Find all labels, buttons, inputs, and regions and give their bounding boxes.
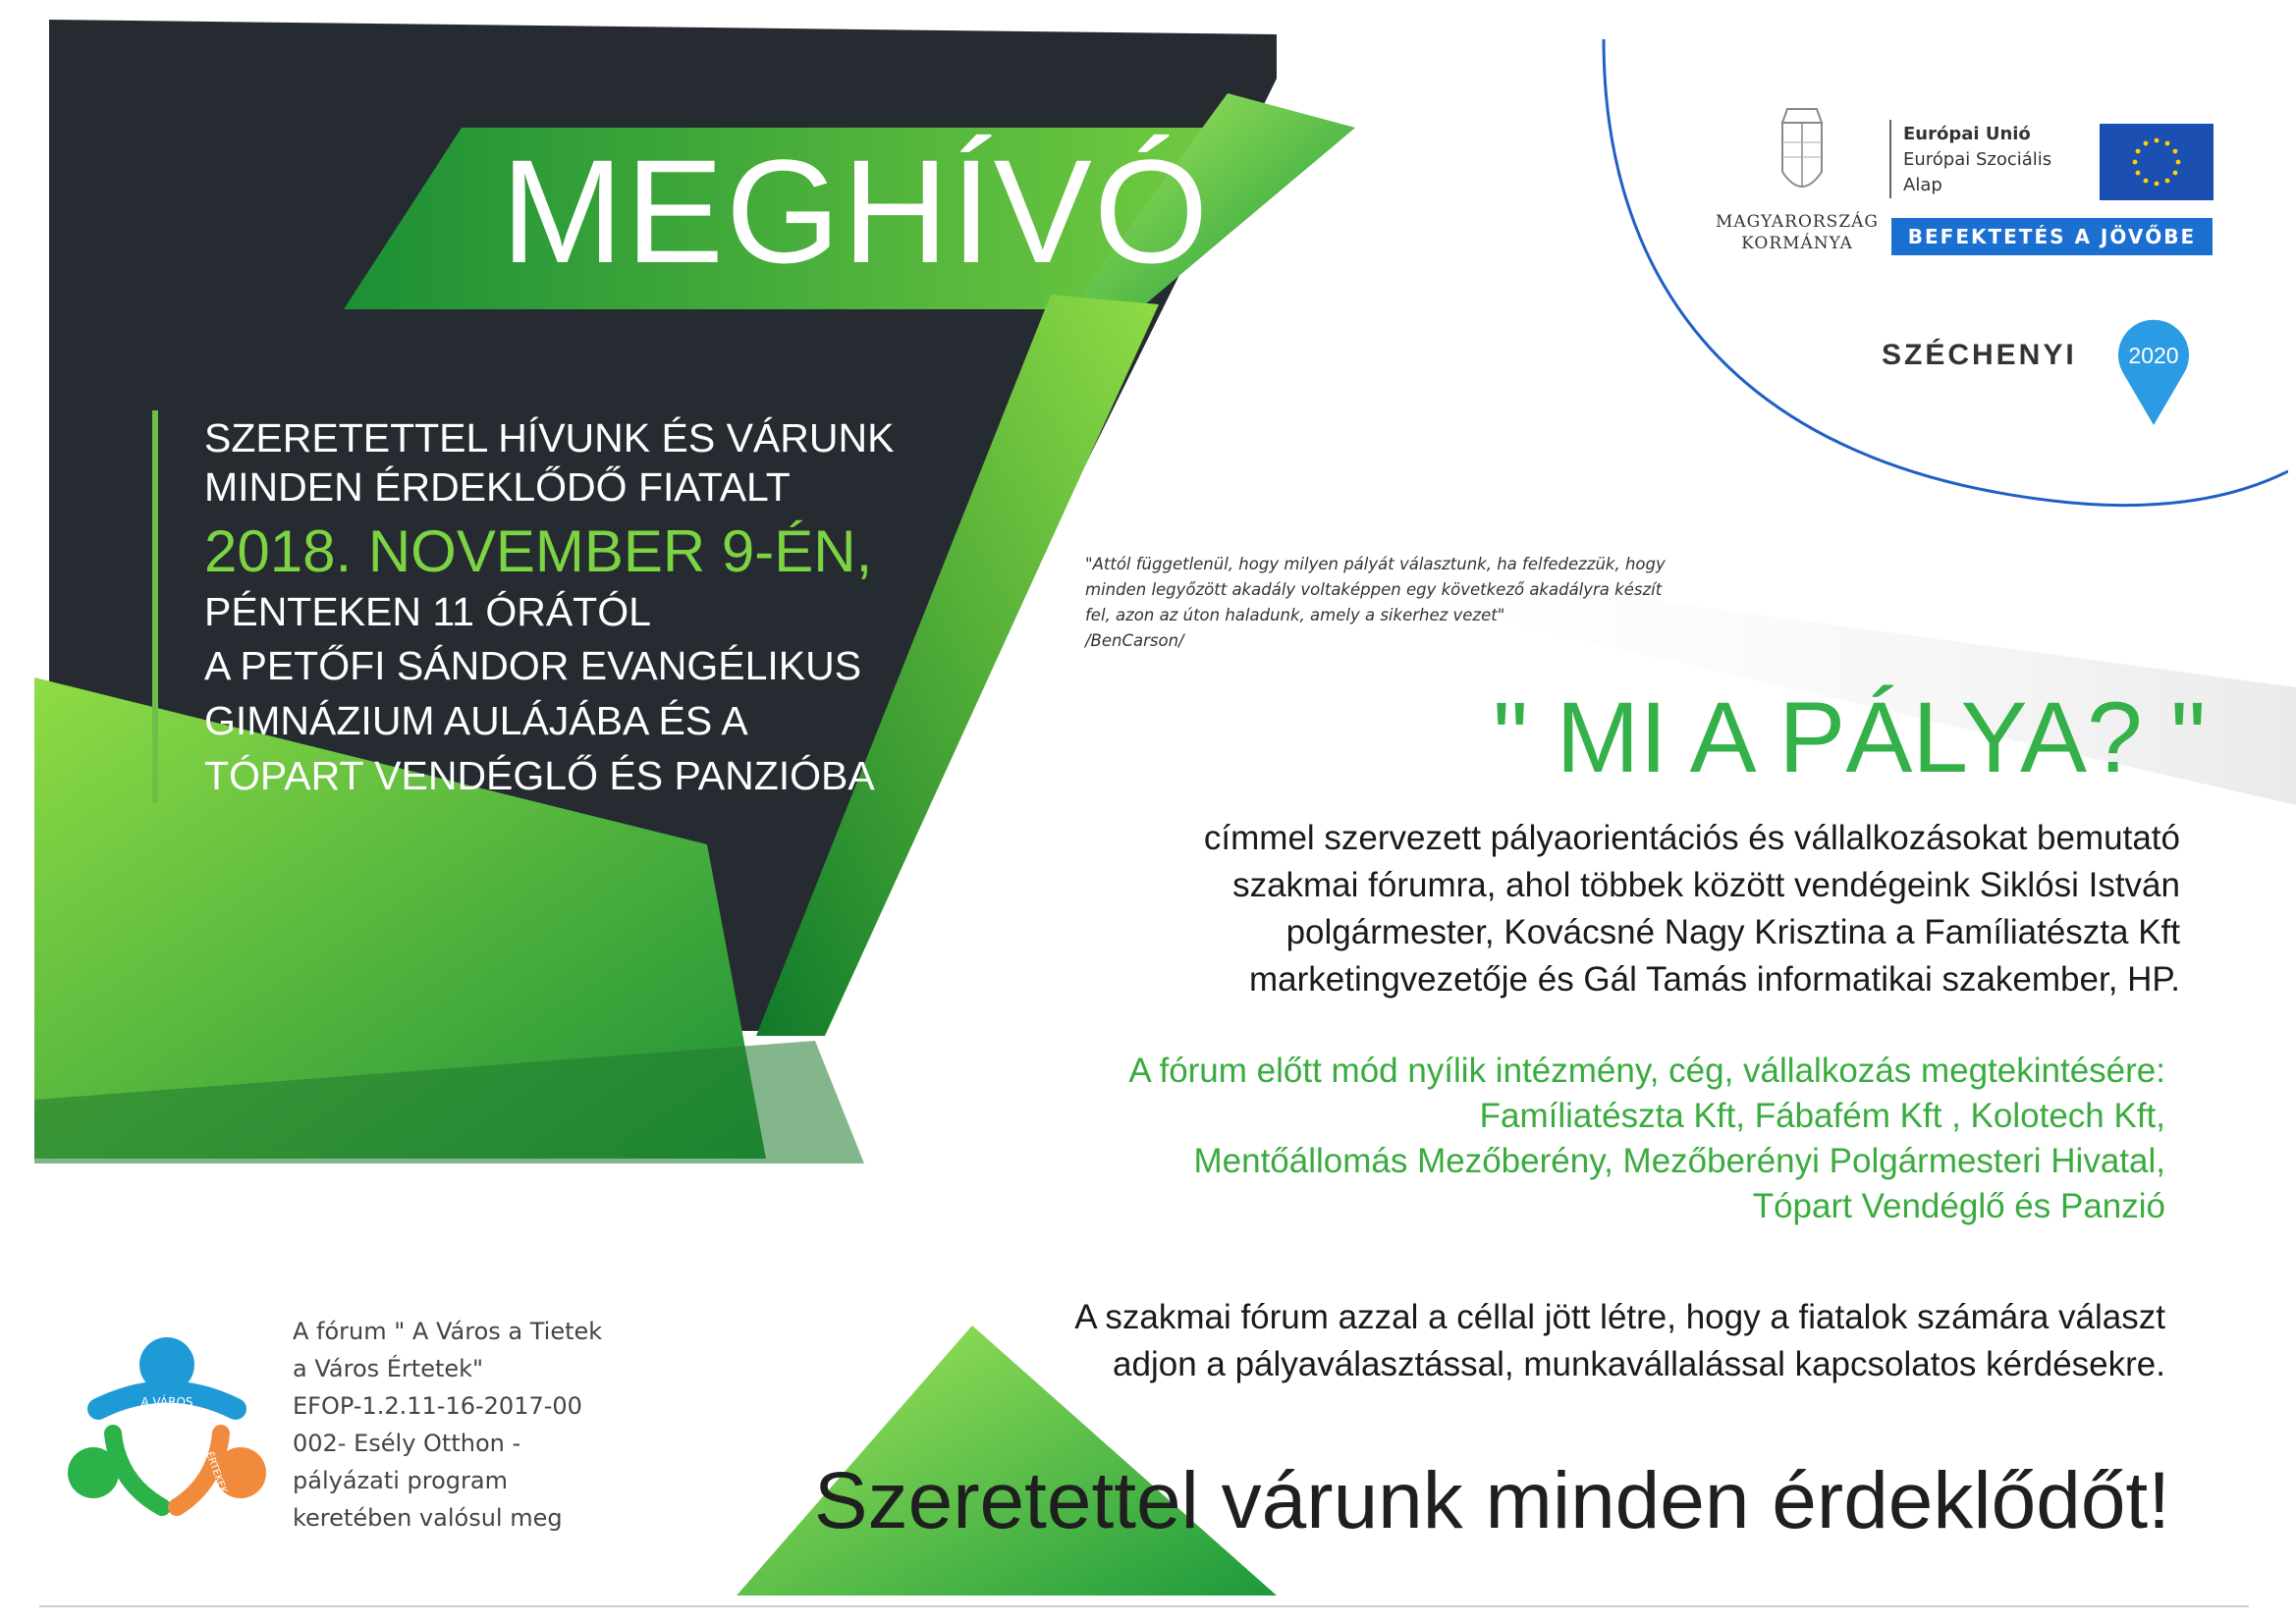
forum-note-line-3: EFOP-1.2.11-16-2017-00 (293, 1392, 582, 1420)
page-title: MEGHÍVÓ (501, 129, 1211, 294)
eu-label (1903, 122, 2051, 198)
paragraph-3 (943, 1294, 2165, 1388)
quote-line-3: fel, azon az úton haladunk, amely a sikerhez vezet" (1085, 606, 1505, 624)
city-logo-icon (59, 1335, 285, 1532)
government-line-2: KORMÁNYA (1741, 234, 1853, 253)
invitation-date: 2018. NOVEMBER 9-ÉN, (204, 518, 873, 584)
government-label (1704, 211, 1890, 254)
paragraph-2-line-1: A fórum előtt mód nyílik intézmény, cég, vállalkozás megtekintésére: (1128, 1052, 2165, 1090)
quote-author: /BenCarson/ (1085, 631, 1184, 650)
paragraph-1-line-1: címmel szervezett pályaorientációs és vállalkozásokat bemutató (1203, 819, 2180, 857)
forum-note-line-4: 002- Esély Otthon - (293, 1430, 521, 1457)
invitation-line-5: GIMNÁZIUM AULÁJÁBA ÉS A (204, 698, 748, 743)
city-logo-text-side: ÉRTEKEK (203, 1450, 229, 1495)
paragraph-1 (1031, 815, 2180, 1003)
invitation-line-4: A PETŐFI SÁNDOR EVANGÉLIKUS (204, 643, 862, 688)
paragraph-1-line-4: marketingvezetője és Gál Tamás informatikai szakember, HP. (1248, 960, 2180, 999)
paragraph-2-line-2: Famíliatészta Kft, Fábafém Kft , Kolotech Kft, (1479, 1097, 2165, 1135)
paragraph-1-line-2: szakmai fórumra, ahol többek között vendégeink Siklósi István (1232, 866, 2180, 904)
closing-line: Szeretettel várunk minden érdeklődőt! (813, 1456, 2170, 1545)
paragraph-2 (1031, 1049, 2165, 1229)
invitation-line-1: SZERETETTEL HÍVUNK ÉS VÁRUNK (204, 415, 895, 460)
eu-banner: BEFEKTETÉS A JÖVŐBE (1891, 218, 2213, 255)
eu-flag-icon (2100, 124, 2214, 200)
eu-line-2: Európai Szociális (1903, 149, 2052, 170)
forum-note-line-2: a Város Értetek" (293, 1355, 484, 1382)
szechenyi-label: SZÉCHENYI (1882, 339, 2077, 371)
forum-note-line-6: keretében valósul meg (293, 1504, 563, 1532)
invitation-accent-bar (152, 410, 158, 803)
forum-note-line-5: pályázati program (293, 1467, 508, 1494)
invitation-line-6: TÓPART VENDÉGLŐ ÉS PANZIÓBA (204, 753, 875, 798)
bottom-rule (39, 1605, 2249, 1607)
coat-of-arms-icon (1768, 103, 1836, 206)
paragraph-2-line-3: Mentőállomás Mezőberény, Mezőberényi Polgármesteri Hivatal, (1193, 1142, 2165, 1180)
eu-line-3: Alap (1903, 175, 1942, 195)
quote-line-2: minden legyőzött akadály voltaképpen egy következő akadályra készít (1085, 580, 1663, 599)
quote (1085, 552, 1792, 654)
paragraph-3-line-2: adjon a pályaválasztással, munkavállalással kapcsolatos kérdésekre. (1113, 1345, 2165, 1383)
quote-line-1: "Attól függetlenül, hogy milyen pályát választunk, ha felfedezzük, hogy (1085, 555, 1666, 573)
forum-note (293, 1313, 627, 1537)
city-logo-text-top: A VÁROS (140, 1395, 193, 1409)
government-line-1: MAGYARORSZÁG (1716, 212, 1879, 232)
szechenyi-year: 2020 (2128, 343, 2179, 368)
headline: " MI A PÁLYA? " (1493, 681, 2207, 793)
eu-line-1: Európai Unió (1903, 124, 2031, 144)
szechenyi-pin-icon (2109, 312, 2198, 430)
forum-note-line-1: A fórum " A Város a Tietek (293, 1318, 603, 1345)
paragraph-3-line-1: A szakmai fórum azzal a céllal jött létre, hogy a fiatalok számára választ (1074, 1298, 2165, 1336)
invitation-line-2: MINDEN ÉRDEKLŐDŐ FIATALT (204, 464, 791, 510)
eu-separator (1889, 120, 1891, 198)
paragraph-1-line-3: polgármester, Kovácsné Nagy Krisztina a Famíliatészta Kft (1285, 913, 2180, 951)
logo-arc (1601, 39, 2288, 520)
invitation-line-3: PÉNTEKEN 11 ÓRÁTÓL (204, 589, 651, 634)
paragraph-2-line-4: Tópart Vendéglő és Panzió (1752, 1187, 2165, 1225)
